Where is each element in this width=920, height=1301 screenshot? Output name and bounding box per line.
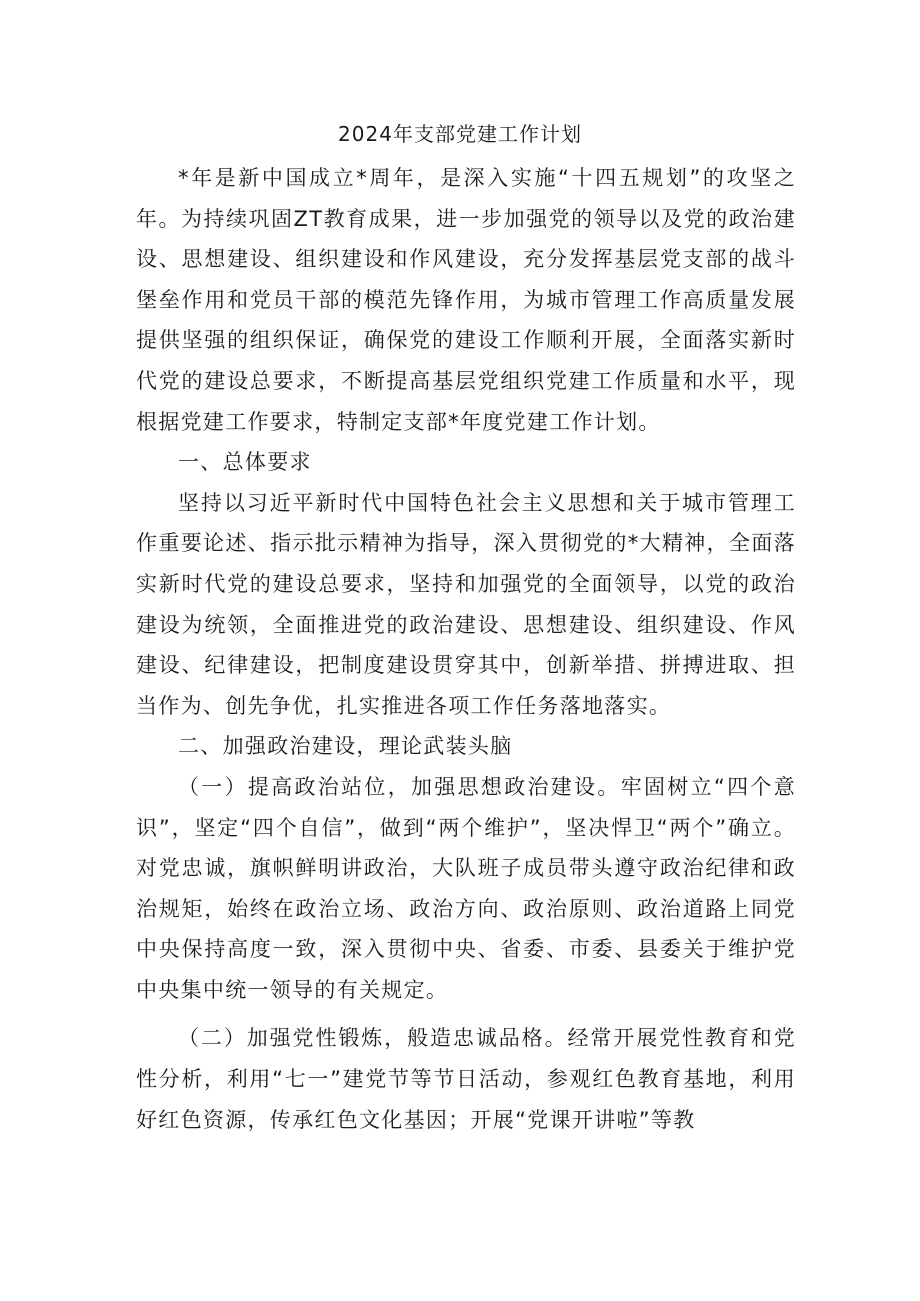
section-heading-overall-requirements: 一、总体要求 [178,450,312,475]
political-stance-paragraph: （一）提高政治站位，加强思想政治建设。牢固树立“四个意识”，坚定“四个自信”，做到“两个维护”，坚决悍卫“两个”确立。对党忠诚，旗帜鲜明讲政治，大队班子成员带头遵守政治纪律和政治规矩，始终在政治立场、政治方向、政治原则、政治道路上同党中央保持高度一致，深入贯彻中央、省委、市委、县委关于维护党中央集中统一领导的有关规定。 [136,774,796,1002]
intro-paragraph: *年是新中国成立*周年，是深入实施“十四五规划”的攻坚之年。为持续巩固ZT教育成果，进一步加强党的领导以及党的政治建设、思想建设、组织建设和作风建设，充分发挥基层党支部的战斗堡垒作用和党员干部的模范先锋作用，为城市管理工作高质量发展提供坚强的组织保证，确保党的建设工作顺利开展，全面落实新时代党的建设总要求，不断提高基层党组织党建工作质量和水平，现根据党建工作要求，特制定支部*年度党建工作计划。 [136,166,796,434]
party-spirit-paragraph: （二）加强党性锻炼，般造忠诚品格。经常开展党性教育和党性分析，利用“七一”建党节等节日活动，参观红色教育基地，利用好红色资源，传承红色文化基因；开展“党课开讲啦”等教 [136,1026,796,1132]
section-heading-political-building: 二、加强政治建设，理论武装头脑 [178,734,513,759]
document-title: 2024年支部党建工作计划 [338,122,582,146]
overall-requirements-paragraph: 坚持以习近平新时代中国特色社会主义思想和关于城市管理工作重要论述、指示批示精神为指导，深入贯彻党的*大精神，全面落实新时代党的建设总要求，坚持和加强党的全面领导，以党的政治建设为统领，全面推进党的政治建设、思想建设、组织建设、作风建设、纪律建设，把制度建设贯穿其中，创新举措、拼搏进取、担当作为、创先争优，扎实推进各项工作任务落地落实。 [136,490,796,718]
document-body [136,158,796,1140]
